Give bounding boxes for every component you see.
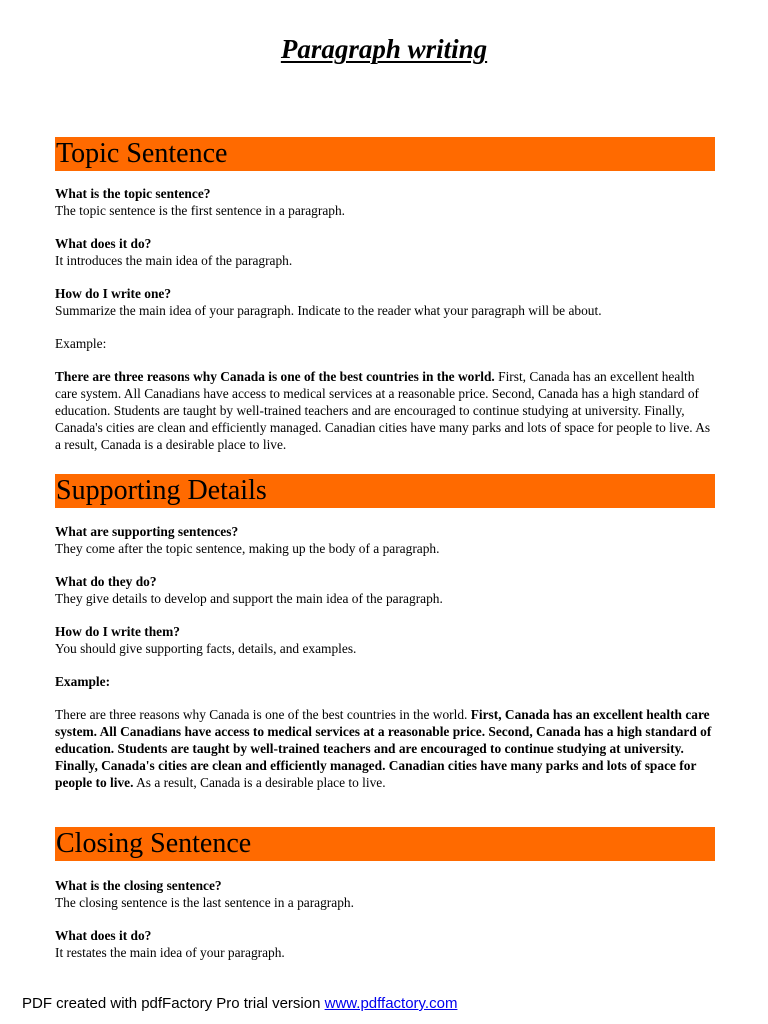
topic-qa-2 bbox=[55, 235, 715, 269]
footer-text: PDF created with pdfFactory Pro trial version bbox=[22, 995, 325, 1012]
topic-answer-3: Summarize the main idea of your paragraph. Indicate to the reader what your paragraph will be about. bbox=[55, 303, 602, 318]
closing-question-1: What is the closing sentence? bbox=[55, 878, 222, 893]
supporting-details-heading: Supporting Details bbox=[55, 474, 715, 508]
topic-answer-2: It introduces the main idea of the paragraph. bbox=[55, 253, 293, 268]
closing-question-2: What does it do? bbox=[55, 928, 152, 943]
supporting-answer-3: You should give supporting facts, details, and examples. bbox=[55, 641, 357, 656]
supporting-example-details: First, Canada has an excellent health care system. All Canadians have access to medical services at a reasonable price. Second, Canada has a high standard of education. Students are taught by well-trained teachers and are encouraged to continue studying at university. Finally, Canada's cities are clean and efficiently managed. Canadian cities have many parks and lots of space for people to live. bbox=[55, 707, 712, 790]
supporting-example-label: Example: bbox=[55, 674, 111, 689]
closing-answer-1: The closing sentence is the last sentence in a paragraph. bbox=[55, 895, 354, 910]
topic-qa-1 bbox=[55, 185, 715, 219]
supporting-example-paragraph bbox=[55, 706, 715, 791]
topic-qa-3 bbox=[55, 285, 715, 319]
closing-qa-1 bbox=[55, 877, 715, 911]
supporting-question-2: What do they do? bbox=[55, 574, 157, 589]
closing-answer-2: It restates the main idea of your paragraph. bbox=[55, 945, 285, 960]
supporting-qa-2 bbox=[55, 573, 715, 607]
pdf-footer bbox=[22, 995, 457, 1012]
closing-sentence-section bbox=[55, 827, 715, 961]
supporting-answer-2: They give details to develop and support the main idea of the paragraph. bbox=[55, 591, 443, 606]
topic-example-label: Example: bbox=[55, 336, 107, 351]
topic-answer-1: The topic sentence is the first sentence in a paragraph. bbox=[55, 203, 346, 218]
supporting-answer-1: They come after the topic sentence, making up the body of a paragraph. bbox=[55, 541, 440, 556]
supporting-question-1: What are supporting sentences? bbox=[55, 524, 239, 539]
supporting-question-3: How do I write them? bbox=[55, 624, 180, 639]
topic-sentence-heading: Topic Sentence bbox=[55, 137, 715, 171]
closing-sentence-heading: Closing Sentence bbox=[55, 827, 715, 861]
supporting-details-section bbox=[55, 474, 715, 791]
document-title: Paragraph writing bbox=[280, 34, 488, 64]
topic-example-topic-sentence: There are three reasons why Canada is one of the best countries in the world. bbox=[55, 369, 495, 384]
topic-example-paragraph bbox=[55, 368, 715, 453]
topic-example-rest: First, Canada has an excellent health care system. All Canadians have access to medical services at a reasonable price. Second, Canada has a high standard of education. Students are taught by well-trained teachers and are encouraged to continue studying at university. Finally, Canada's cities are clean and efficiently managed. Canadian cities have many parks and lots of space for people to live. As a result, Canada is a desirable place to live. bbox=[55, 369, 711, 452]
supporting-example-start: There are three reasons why Canada is one of the best countries in the world. bbox=[55, 707, 471, 722]
closing-qa-2 bbox=[55, 927, 715, 961]
topic-question-2: What does it do? bbox=[55, 236, 152, 251]
topic-question-3: How do I write one? bbox=[55, 286, 172, 301]
footer-link[interactable]: www.pdffactory.com bbox=[324, 995, 458, 1012]
topic-question-1: What is the topic sentence? bbox=[55, 186, 211, 201]
topic-sentence-section bbox=[55, 137, 715, 453]
supporting-example-end: As a result, Canada is a desirable place to live. bbox=[133, 775, 386, 790]
supporting-qa-3 bbox=[55, 623, 715, 657]
supporting-qa-1 bbox=[55, 523, 715, 557]
